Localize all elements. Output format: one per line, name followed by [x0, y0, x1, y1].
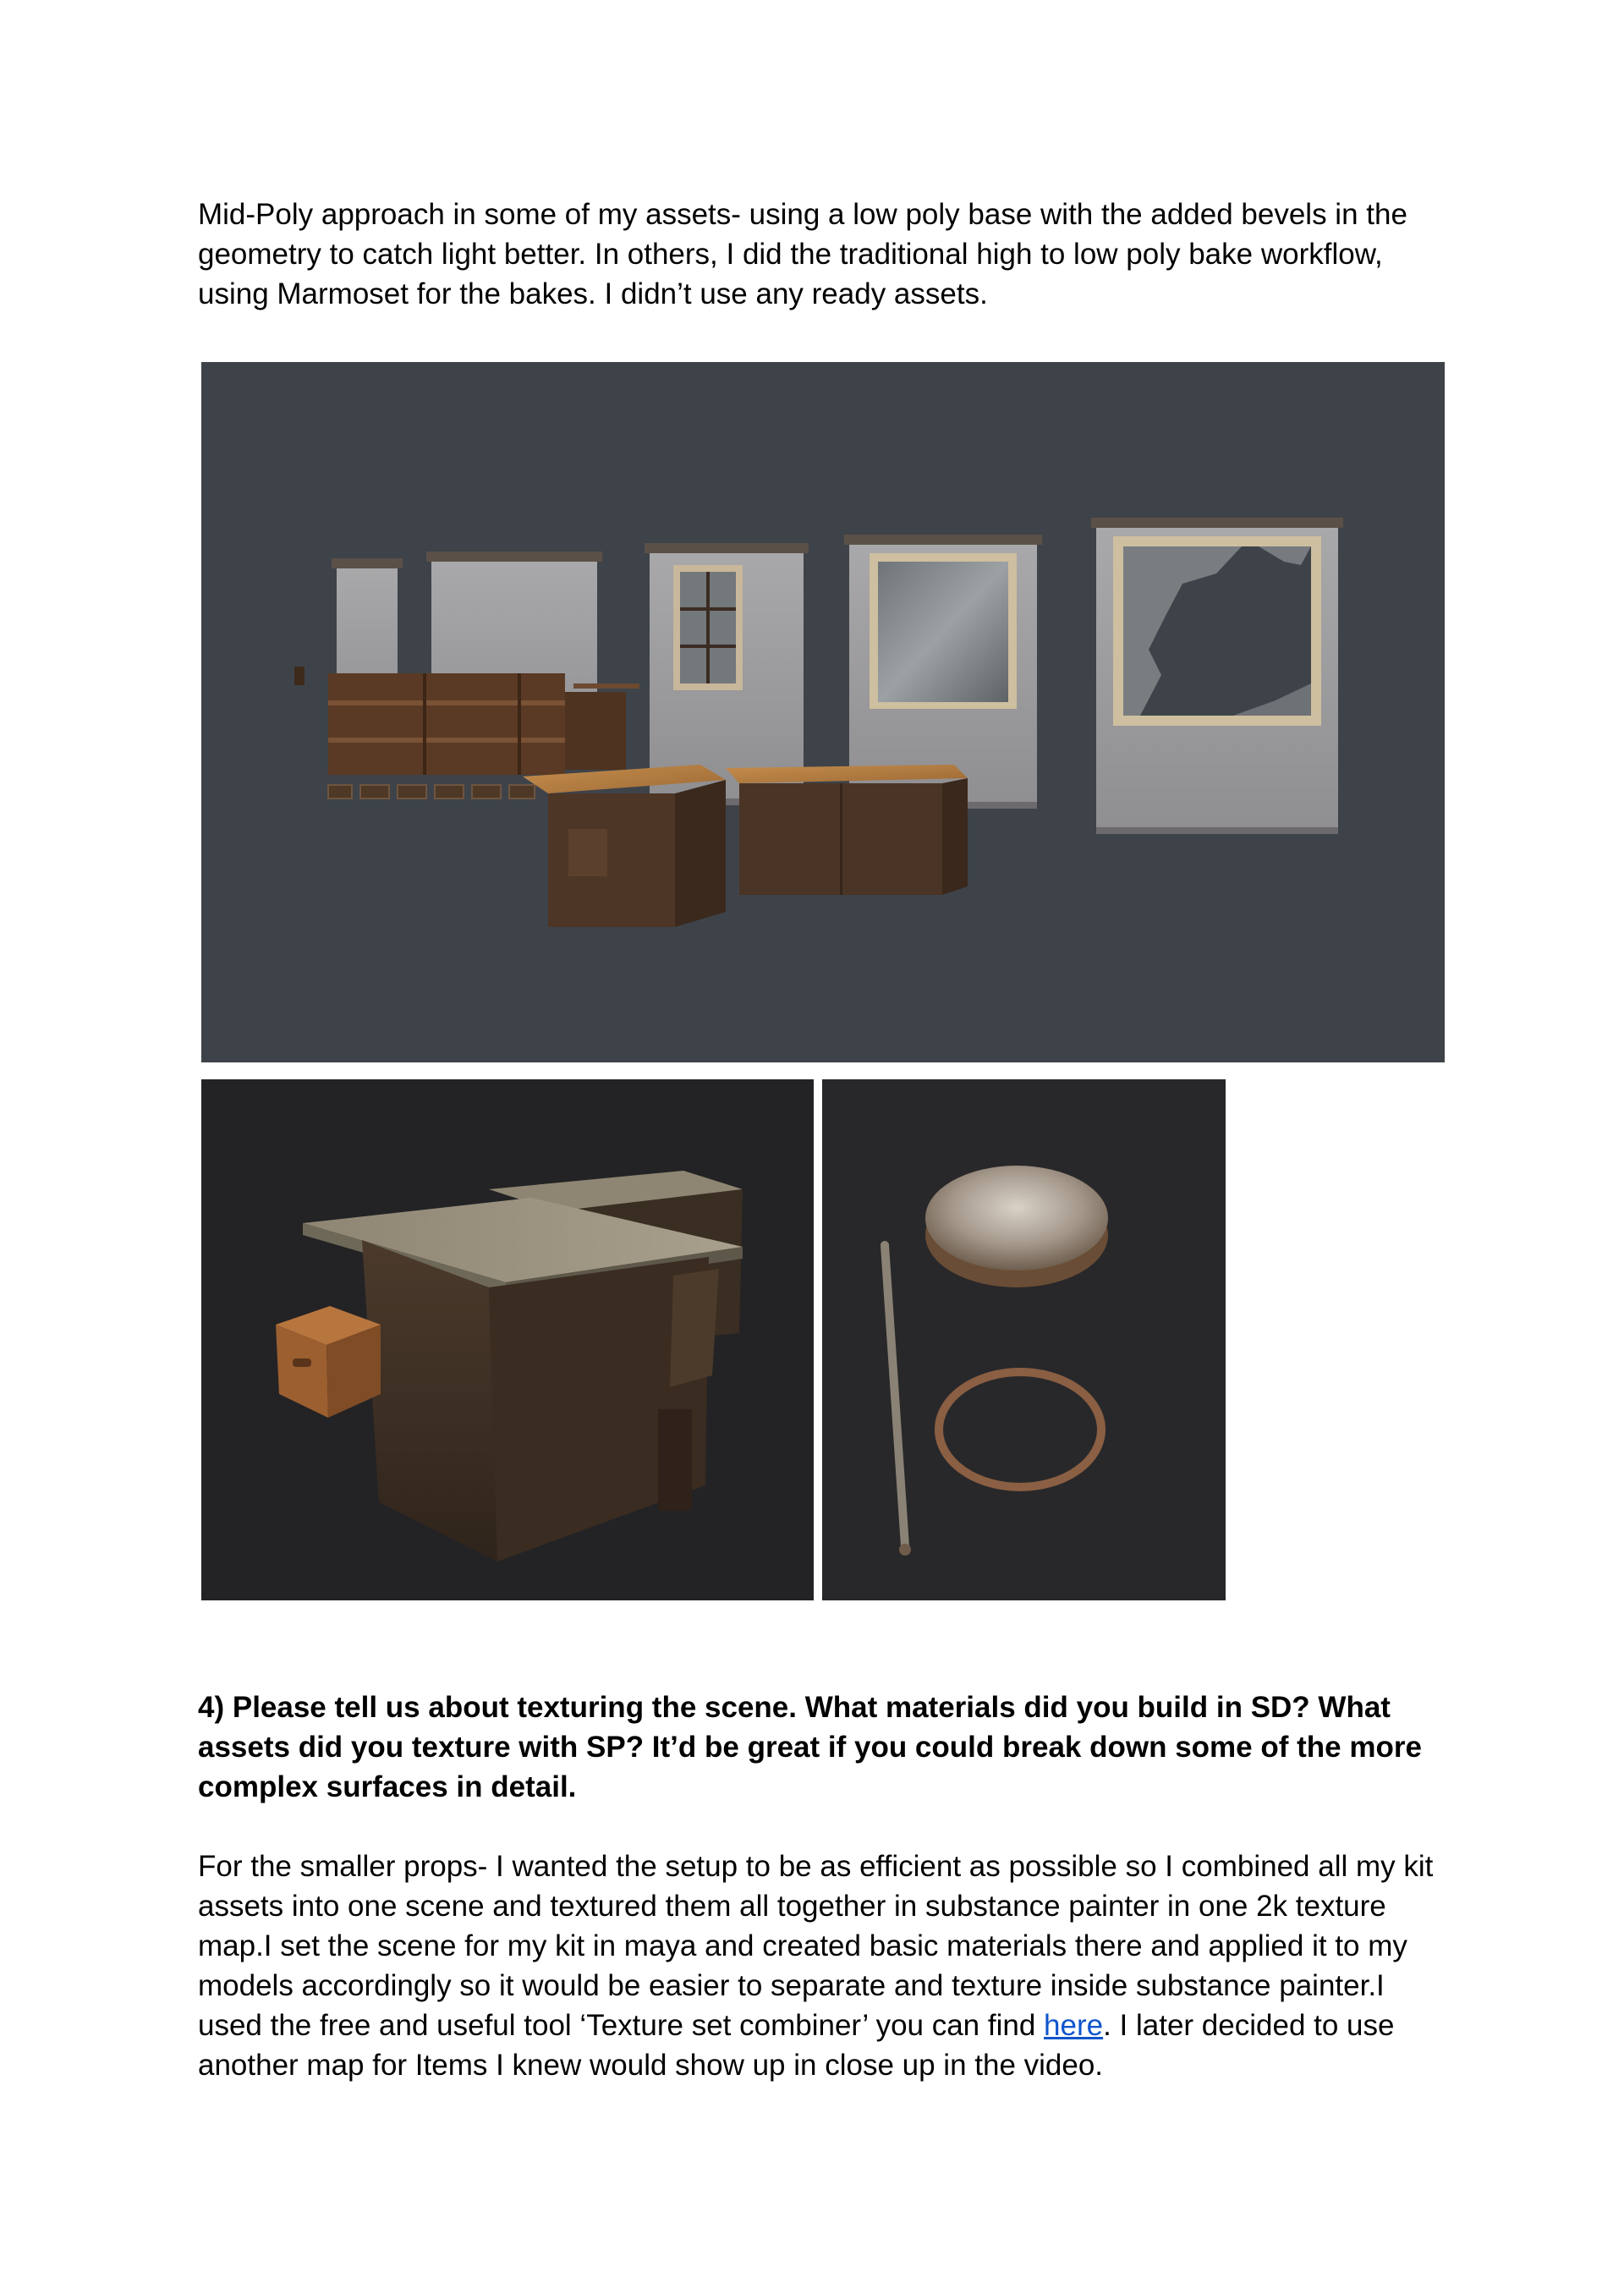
metal-rod — [885, 1245, 911, 1556]
answer-paragraph — [198, 1847, 1450, 2085]
modular-kit-render — [201, 362, 1445, 1062]
wooden-crate — [276, 1306, 381, 1418]
counter-closeup-render — [201, 1079, 814, 1600]
counter-back — [726, 765, 968, 895]
here-link[interactable]: here — [1044, 2009, 1104, 2042]
small-tiles-row — [328, 785, 535, 799]
broken-window-wall-piece — [1091, 518, 1343, 834]
answer-text-end: . I later decided to use another map for Items I knew would show up in close up in the video. — [198, 2009, 1395, 2082]
metal-ring — [939, 1372, 1101, 1487]
answer-text-start: For the smaller props- I wanted the setup to be as efficient as possible so I combined all my kit assets into one scene and textured them all together in substance painter in one 2k texture map.I set the scene for my kit in maya and created basic materials there and applied it to my models accordingly so it would be easier to separate and texture inside substance painter.I used the free and useful tool ‘Texture set combiner’ you can find — [198, 1850, 1434, 2042]
round-lid — [925, 1166, 1108, 1287]
window-wall-piece — [645, 543, 809, 805]
props-render — [822, 1079, 1226, 1600]
question-heading: 4) Please tell us about texturing the scene. What materials did you build in SD? What assets did you texture with SP? It’d be great if you could break down some of the more complex surfaces in detail. — [198, 1691, 1422, 1803]
counter-front — [523, 765, 726, 927]
intro-paragraph: Mid-Poly approach in some of my assets- using a low poly base with the added bevels in the geometry to catch light better. In others, I did the traditional high to low poly bake workflow, using Marmoset for the bakes. I didn’t use any ready assets. — [198, 198, 1407, 310]
